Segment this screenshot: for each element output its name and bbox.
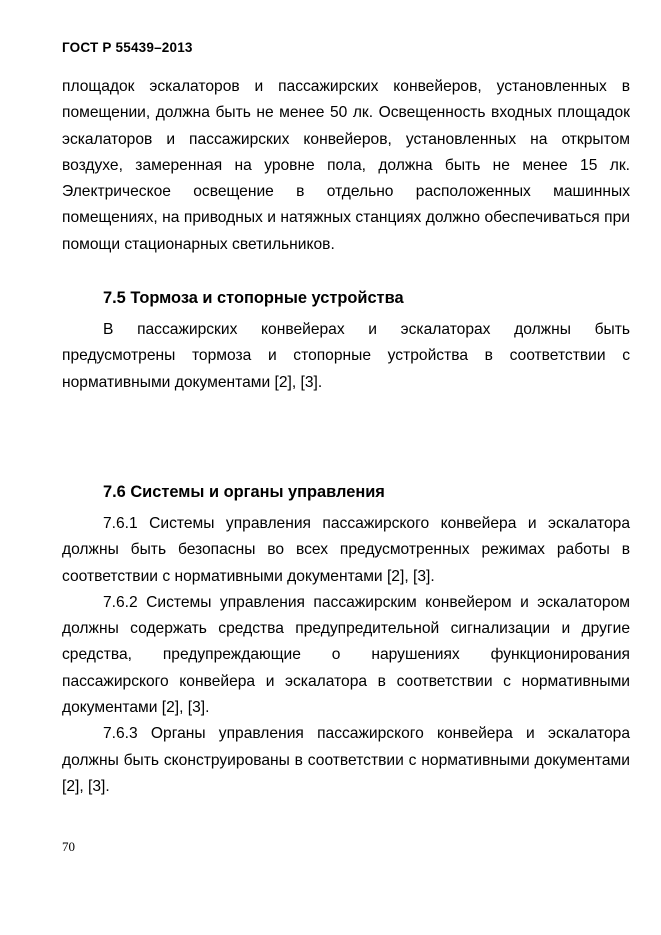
continued-paragraph-block	[62, 74, 630, 258]
section-7-6-heading: 7.6 Системы и органы управления	[103, 483, 385, 501]
section-7-6-body	[62, 511, 630, 800]
section-7-5-paragraph: В пассажирских конвейерах и эскалаторах должны быть предусмотрены тормоза и стопорные устройства в соответствии с нормативными документами [2], [3].	[62, 321, 630, 391]
continued-paragraph: площадок эскалаторов и пассажирских конвейеров, установленных в помещении, должна быть не менее 50 лк. Освещенность входных площадок эскалаторов и пассажирских конвейеров, установленных на открытом воздухе, замеренная на уровне пола, должна быть не менее 15 лк. Электрическое освещение в отдельно расположенных машинных помещениях, на приводных и натяжных станциях должно обеспечиваться при помощи стационарных светильников.	[62, 78, 630, 253]
clause-7-6-2: 7.6.2 Системы управления пассажирским конвейером и эскалатором должны содержать средства предупредительной сигнализации и другие средства, предупреждающие о нарушениях функционирования пассажирского конвейера и эскалатора в соответствии с нормативными документами [2], [3].	[62, 593, 630, 717]
document-header: ГОСТ Р 55439–2013	[62, 40, 193, 55]
section-7-5-body	[62, 317, 630, 396]
section-7-5-heading: 7.5 Тормоза и стопорные устройства	[103, 289, 404, 307]
clause-7-6-3: 7.6.3 Органы управления пассажирского конвейера и эскалатора должны быть сконструированы в соответствии с нормативными документами [2], [3].	[62, 725, 630, 795]
clause-7-6-1: 7.6.1 Системы управления пассажирского конвейера и эскалатора должны быть безопасны во всех предусмотренных режимах работы в соответствии с нормативными документами [2], [3].	[62, 515, 630, 585]
page-number: 70	[62, 839, 75, 854]
